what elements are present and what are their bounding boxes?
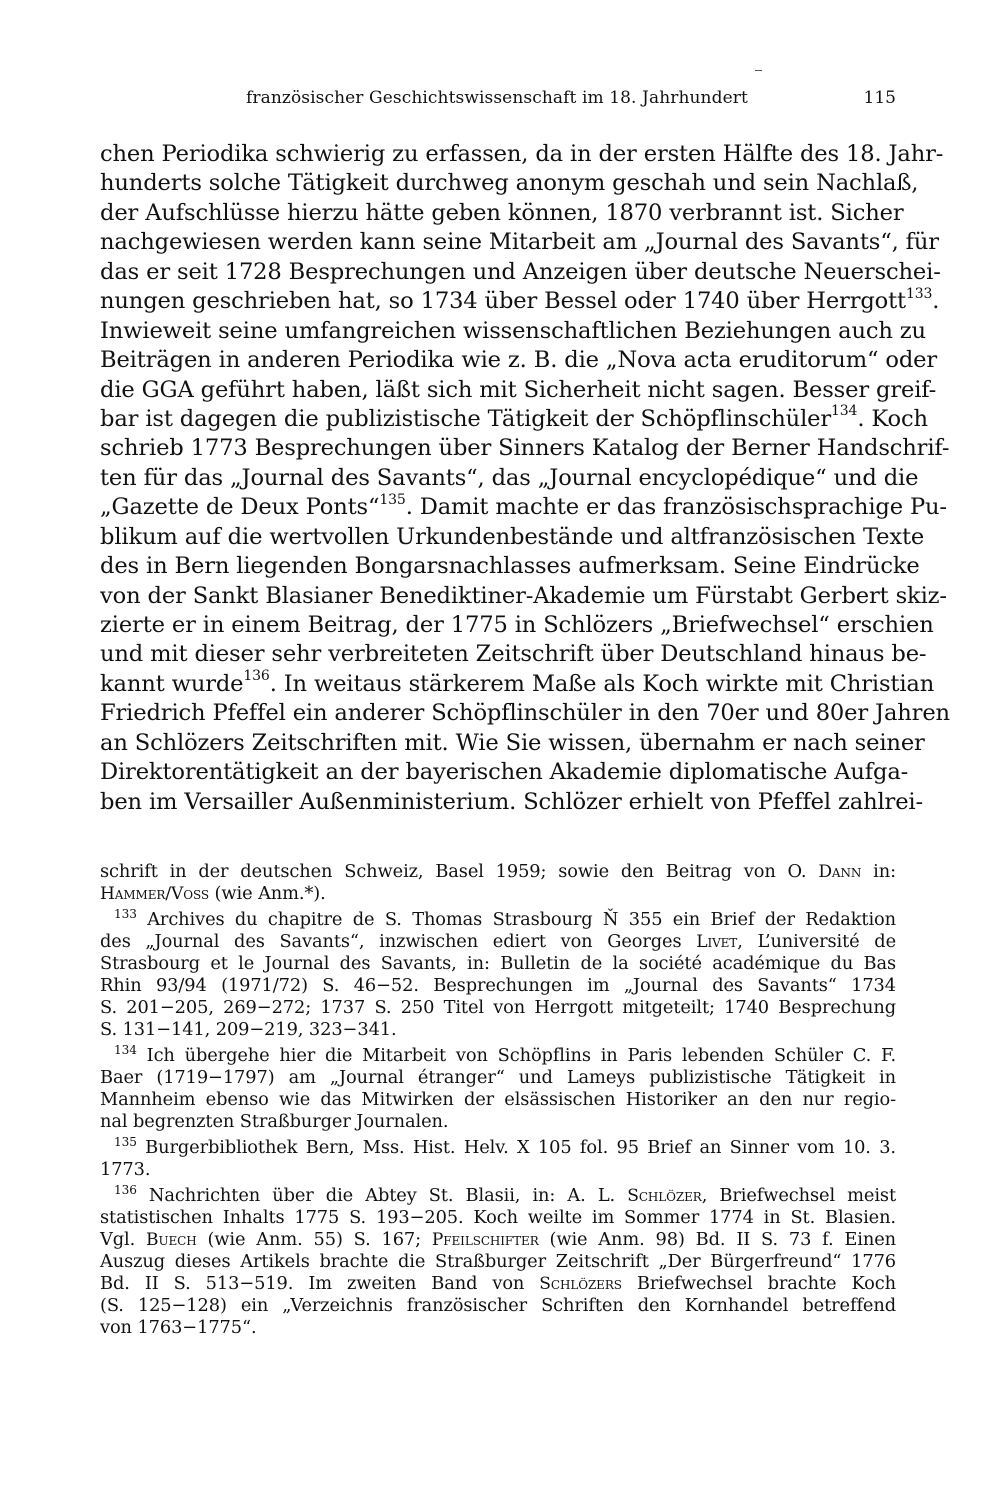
footnote-line: Baer (1719−1797) am „Journal étranger“ und Lameys publizistische Tätigkeit in: [100, 1067, 896, 1088]
body-line: nungen geschrieben hat, so 1734 über Bessel oder 1740 über Herrgott$^{133}$.: [100, 285, 940, 315]
page-header: [100, 88, 896, 116]
body-line: Direktorentätigkeit an der bayerischen Akademie diplomatische Aufga-: [100, 759, 909, 786]
author-name: Buech: [146, 1230, 197, 1250]
body-line: das er seit 1728 Besprechungen und Anzeigen über deutsche Neuerschei-: [100, 258, 941, 285]
footnote-ref-135[interactable]: 135: [379, 491, 406, 508]
printer-mark: [755, 70, 762, 71]
footnote-number: 133: [114, 907, 137, 922]
body-line: des in Bern liegenden Bongarsnachlasses aufmerksam. Seine Eindrücke: [100, 553, 920, 580]
author-name: Pfeilschifter: [431, 1230, 539, 1250]
footnote-133: $^{133}$ Archives du chapitre de S. Thomas Strasbourg Ň 355 ein Brief der Redaktion: [114, 907, 897, 930]
footnote-line: Rhin 93/94 (1971/72) S. 46−52. Besprechungen im „Journal des Savants“ 1734: [100, 975, 896, 996]
footnote-line: des „Journal des Savants“, inzwischen ediert von Georges Livet, L’université de: [100, 931, 896, 952]
footnote-ref-133[interactable]: 133: [905, 285, 933, 302]
body-line: nachgewiesen werden kann seine Mitarbeit am „Journal des Savants“, für: [100, 229, 939, 256]
footnotes: [100, 861, 896, 1339]
footnote-number: 134: [114, 1043, 137, 1058]
body-line: an Schlözers Zeitschriften mit. Wie Sie wissen, übernahm er nach seiner: [100, 729, 925, 756]
footnote-ref-136[interactable]: 136: [243, 668, 270, 685]
footnote-line: statistischen Inhalts 1775 S. 193−205. Koch weilte im Sommer 1774 in St. Blasien.: [100, 1207, 896, 1228]
footnote-line: Bd. II S. 513−519. Im zweiten Band von Schlözers Briefwechsel brachte Koch: [100, 1273, 896, 1294]
body-line: „Gazette de Deux Ponts“$^{135}$. Damit machte er das französischsprachige Pu-: [100, 491, 947, 521]
body-line: und mit dieser sehr verbreiteten Zeitschrift über Deutschland hinaus be-: [100, 641, 927, 668]
body-line: von der Sankt Blasianer Benediktiner-Akademie um Fürstabt Gerbert skiz-: [100, 582, 947, 609]
body-line: bar ist dagegen die publizistische Tätigkeit der Schöpflinschüler$^{134}$. Koch: [100, 403, 928, 432]
footnote-line: 1773.: [100, 1159, 151, 1180]
footnote-line: Strasbourg et le Journal des Savants, in: Bulletin de la société académique du Bas: [100, 953, 896, 974]
footnote-line: Mannheim ebenso wie das Mitwirken der elsässischen Historiker an den nur regio-: [100, 1089, 896, 1110]
footnote-number: 135: [114, 1135, 137, 1150]
body-line: die GGA geführt haben, läßt sich mit Sicherheit nicht sagen. Besser greif-: [100, 376, 937, 403]
author-name: Livet: [696, 932, 738, 952]
body-line: blikum auf die wertvollen Urkundenbestände und altfranzösischen Texte: [100, 523, 925, 550]
body-line: Beiträgen in anderen Periodika wie z. B. die „Nova acta eruditorum“ oder: [100, 347, 938, 374]
footnote-continuation: schrift in der deutschen Schweiz, Basel 1959; sowie den Beitrag von O. Dann in:: [100, 861, 896, 882]
body-line: Inwieweit seine umfangreichen wissenschaftlichen Beziehungen auch zu: [100, 317, 926, 344]
footnote-134: $^{134}$ Ich übergehe hier die Mitarbeit von Schöpflins in Paris lebenden Schüler C. F.: [114, 1043, 896, 1066]
footnote-line: von 1763−1775“.: [100, 1317, 257, 1338]
body-line: Friedrich Pfeffel ein anderer Schöpflinschüler in den 70er und 80er Jahren: [100, 700, 950, 727]
author-name: Hammer/Voss: [100, 884, 209, 904]
body-text: [100, 140, 950, 817]
body-line: kannt wurde$^{136}$. In weitaus stärkerem Maße als Koch wirkte mit Christian: [100, 668, 935, 697]
author-name: Dann: [818, 862, 862, 882]
footnote-number: 136: [114, 1183, 137, 1198]
footnote-line: Auszug dieses Artikels brachte die Straßburger Zeitschrift „Der Bürgerfreund“ 1776: [100, 1251, 896, 1272]
author-name: Schlözers: [539, 1274, 622, 1294]
footnote-line: (S. 125−128) ein „Verzeichnis französischer Schriften den Kornhandel betreffend: [100, 1295, 896, 1316]
footnote-line: S. 201−205, 269−272; 1737 S. 250 Titel von Herrgott mitgeteilt; 1740 Besprechung: [100, 997, 896, 1018]
running-head: französischer Geschichtswissenschaft im 18. Jahrhundert: [246, 88, 748, 108]
footnote-line: S. 131−141, 209−219, 323−341.: [100, 1019, 397, 1040]
body-line: zierte er in einem Beitrag, der 1775 in Schlözers „Briefwechsel“ erschien: [100, 612, 934, 638]
body-line: schrieb 1773 Besprechungen über Sinners Katalog der Berner Handschrif-: [100, 435, 950, 462]
footnote-continuation: Hammer/Voss (wie Anm.*).: [100, 883, 326, 904]
body-line: ten für das „Journal des Savants“, das „Journal encyclopédique“ und die: [100, 464, 919, 491]
footnote-line: Vgl. Buech (wie Anm. 55) S. 167; Pfeilschifter (wie Anm. 98) Bd. II S. 73 f. Einen: [100, 1229, 896, 1250]
footnote-line: nal begrenzten Straßburger Journalen.: [100, 1111, 449, 1132]
page-number: 115: [863, 88, 896, 108]
body-line: ben im Versailler Außenministerium. Schlözer erhielt von Pfeffel zahlrei-: [100, 788, 923, 815]
body-line: hunderts solche Tätigkeit durchweg anonym geschah und sein Nachlaß,: [100, 170, 919, 197]
author-name: Schlözer: [627, 1186, 702, 1206]
footnote-ref-134[interactable]: 134: [831, 403, 858, 420]
body-line: chen Periodika schwierig zu erfassen, da in der ersten Hälfte des 18. Jahr-: [100, 141, 944, 167]
body-line: der Aufschlüsse hierzu hätte geben können, 1870 verbrannt ist. Sicher: [100, 199, 904, 226]
footnote-135: $^{135}$ Burgerbibliothek Bern, Mss. Hist. Helv. X 105 fol. 95 Brief an Sinner vom 10. 3.: [114, 1135, 896, 1158]
footnote-136: $^{136}$ Nachrichten über die Abtey St. Blasii, in: A. L. Schlözer, Briefwechsel meist: [114, 1183, 896, 1206]
